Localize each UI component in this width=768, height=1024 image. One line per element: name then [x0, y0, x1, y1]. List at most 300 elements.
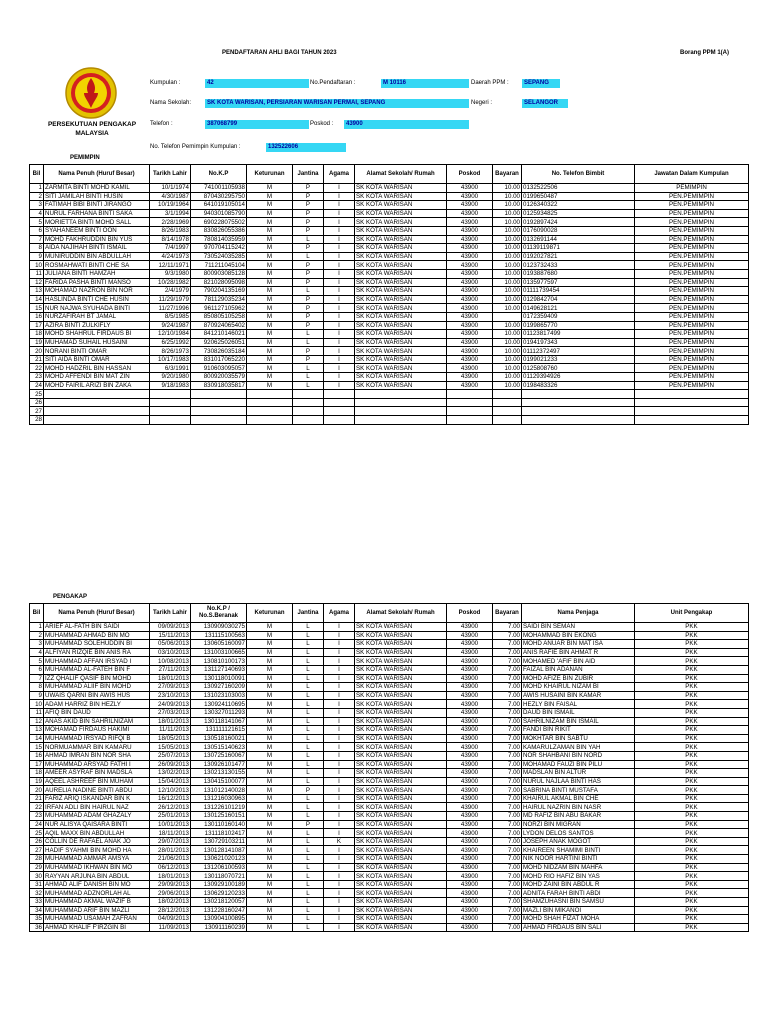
cell-nama[interactable]: AHMAD KHALIF F'IRZGIN BI — [44, 923, 150, 932]
cell-col12[interactable]: PKK — [635, 674, 749, 683]
cell-poskod[interactable]: 43900 — [447, 923, 493, 932]
cell-alamat[interactable]: SK KOTA WARISAN — [355, 287, 447, 296]
cell-nama[interactable]: MOHD AFFENDI BIN MAT ZIN — [44, 373, 150, 382]
cell-col11[interactable]: NORZI BIN MIGRAN — [522, 820, 635, 829]
cell-agama[interactable]: I — [324, 855, 355, 864]
cell-nokp[interactable]: 131226101219 — [191, 803, 247, 812]
telpemimpin-field[interactable]: 132522606 — [266, 143, 346, 152]
cell-nokp[interactable]: 821028095098 — [191, 278, 247, 287]
cell-jantina[interactable]: L — [293, 898, 324, 907]
cell-bil[interactable]: 27 — [30, 846, 44, 855]
cell-alamat[interactable]: SK KOTA WARISAN — [355, 769, 447, 778]
cell-tarikh-lahir[interactable]: 10/08/2013 — [150, 657, 191, 666]
cell-poskod[interactable] — [447, 416, 493, 425]
cell-tarikh-lahir[interactable]: 7/4/1997 — [150, 244, 191, 253]
cell-nokp[interactable]: 130924110695 — [191, 700, 247, 709]
cell-tarikh-lahir[interactable]: 6/3/1991 — [150, 364, 191, 373]
cell-poskod[interactable]: 43900 — [447, 209, 493, 218]
cell-keturunan[interactable]: M — [247, 244, 293, 253]
cell-col12[interactable] — [635, 398, 749, 407]
cell-jantina[interactable] — [293, 398, 324, 407]
cell-col12[interactable]: PKK — [635, 829, 749, 838]
cell-bil[interactable]: 28 — [30, 416, 44, 425]
cell-tarikh-lahir[interactable]: 18/01/2013 — [150, 872, 191, 881]
cell-poskod[interactable]: 43900 — [447, 631, 493, 640]
cell-col11[interactable] — [522, 390, 635, 399]
cell-agama[interactable]: I — [324, 192, 355, 201]
cell-poskod[interactable]: 43900 — [447, 794, 493, 803]
cell-jantina[interactable]: L — [293, 726, 324, 735]
cell-alamat[interactable] — [355, 390, 447, 399]
cell-bil[interactable]: 9 — [30, 252, 44, 261]
cell-bayaran[interactable]: 10.00 — [493, 338, 522, 347]
cell-agama[interactable]: I — [324, 880, 355, 889]
cell-nokp[interactable]: 730826035184 — [191, 347, 247, 356]
cell-keturunan[interactable]: M — [247, 269, 293, 278]
cell-col11[interactable]: 0198483326 — [522, 381, 635, 390]
cell-poskod[interactable]: 43900 — [447, 364, 493, 373]
cell-col11[interactable]: 0149628121 — [522, 304, 635, 313]
cell-nokp[interactable]: 131206100593 — [191, 863, 247, 872]
cell-bayaran[interactable]: 7.00 — [493, 674, 522, 683]
cell-nokp[interactable]: 130929100189 — [191, 880, 247, 889]
cell-col11[interactable]: ANIS RAFIE BIN AHMAT R — [522, 648, 635, 657]
cell-agama[interactable]: I — [324, 734, 355, 743]
cell-tarikh-lahir[interactable]: 8/26/1973 — [150, 347, 191, 356]
cell-bayaran[interactable]: 10.00 — [493, 304, 522, 313]
cell-alamat[interactable]: SK KOTA WARISAN — [355, 915, 447, 924]
cell-col11[interactable]: SHAMZUHASNI BIN SAMSU — [522, 898, 635, 907]
cell-bayaran[interactable]: 7.00 — [493, 820, 522, 829]
cell-nokp[interactable] — [191, 407, 247, 416]
cell-col12[interactable]: PEN.PEMIMPIN — [635, 226, 749, 235]
cell-col12[interactable]: PKK — [635, 855, 749, 864]
cell-nama[interactable]: COLLIN DE RAFAEL ANAK JO — [44, 837, 150, 846]
cell-col11[interactable]: MOHD ZAINI BIN ABDUL R — [522, 880, 635, 889]
cell-nokp[interactable]: 970704115242 — [191, 244, 247, 253]
cell-col11[interactable]: NIK NOOR HARTINI BINTI — [522, 855, 635, 864]
cell-col11[interactable]: MOHD ANUAR BIN MAT ISA — [522, 640, 635, 649]
cell-alamat[interactable]: SK KOTA WARISAN — [355, 691, 447, 700]
cell-jantina[interactable]: L — [293, 252, 324, 261]
cell-alamat[interactable]: SK KOTA WARISAN — [355, 683, 447, 692]
cell-bayaran[interactable]: 10.00 — [493, 244, 522, 253]
cell-bayaran[interactable]: 7.00 — [493, 623, 522, 632]
cell-keturunan[interactable]: M — [247, 226, 293, 235]
cell-tarikh-lahir[interactable]: 15/05/2013 — [150, 743, 191, 752]
cell-agama[interactable]: K — [324, 837, 355, 846]
cell-poskod[interactable]: 43900 — [447, 355, 493, 364]
cell-bil[interactable]: 10 — [30, 261, 44, 270]
cell-agama[interactable]: I — [324, 915, 355, 924]
cell-agama[interactable]: I — [324, 691, 355, 700]
cell-agama[interactable]: I — [324, 338, 355, 347]
cell-poskod[interactable]: 43900 — [447, 726, 493, 735]
poskod-field[interactable]: 43900 — [344, 120, 469, 129]
cell-col12[interactable] — [635, 390, 749, 399]
cell-col11[interactable]: NOR SHAHBANI BIN NORD — [522, 751, 635, 760]
cell-jantina[interactable]: P — [293, 201, 324, 210]
cell-keturunan[interactable] — [247, 390, 293, 399]
cell-alamat[interactable]: SK KOTA WARISAN — [355, 657, 447, 666]
cell-nama[interactable] — [44, 398, 150, 407]
cell-col11[interactable]: 01129394926 — [522, 373, 635, 382]
cell-col11[interactable]: 0199650487 — [522, 192, 635, 201]
cell-bil[interactable]: 20 — [30, 786, 44, 795]
cell-bil[interactable]: 2 — [30, 192, 44, 201]
cell-alamat[interactable]: SK KOTA WARISAN — [355, 192, 447, 201]
cell-nama[interactable]: MOHAMAD NAZRON BIN NOR — [44, 287, 150, 296]
cell-col11[interactable]: 0132691144 — [522, 235, 635, 244]
cell-keturunan[interactable]: M — [247, 373, 293, 382]
cell-alamat[interactable]: SK KOTA WARISAN — [355, 906, 447, 915]
cell-bil[interactable]: 4 — [30, 209, 44, 218]
cell-jantina[interactable]: L — [293, 338, 324, 347]
cell-nama[interactable]: ROSMAHWATI BINTI CHE SA — [44, 261, 150, 270]
cell-poskod[interactable]: 43900 — [447, 863, 493, 872]
cell-tarikh-lahir[interactable]: 11/29/1979 — [150, 295, 191, 304]
cell-alamat[interactable]: SK KOTA WARISAN — [355, 261, 447, 270]
cell-nama[interactable]: MUHAMMAD USAMAH ZAFRAN — [44, 915, 150, 924]
cell-jantina[interactable]: P — [293, 218, 324, 227]
cell-tarikh-lahir[interactable]: 11/27/1996 — [150, 304, 191, 313]
cell-nama[interactable]: MOHD SHAHRUL FIRDAUS BI — [44, 330, 150, 339]
cell-col12[interactable]: PKK — [635, 837, 749, 846]
cell-keturunan[interactable]: M — [247, 674, 293, 683]
cell-agama[interactable]: I — [324, 295, 355, 304]
cell-agama[interactable]: I — [324, 829, 355, 838]
cell-col12[interactable]: PEN.PEMIMPIN — [635, 338, 749, 347]
cell-col11[interactable]: 0172359409 — [522, 312, 635, 321]
cell-nama[interactable]: MUHAMMAD ARSYAD FATHI I — [44, 760, 150, 769]
cell-tarikh-lahir[interactable]: 26/12/2013 — [150, 803, 191, 812]
cell-agama[interactable]: I — [324, 803, 355, 812]
cell-bayaran[interactable]: 7.00 — [493, 640, 522, 649]
cell-bayaran[interactable]: 7.00 — [493, 880, 522, 889]
cell-col12[interactable]: PKK — [635, 777, 749, 786]
cell-jantina[interactable]: P — [293, 786, 324, 795]
cell-bil[interactable]: 6 — [30, 226, 44, 235]
cell-nokp[interactable]: 130128141087 — [191, 846, 247, 855]
cell-nama[interactable]: HASLINDA BINTI CHE HUSIN — [44, 295, 150, 304]
cell-agama[interactable]: I — [324, 623, 355, 632]
cell-bayaran[interactable]: 7.00 — [493, 751, 522, 760]
cell-keturunan[interactable]: M — [247, 330, 293, 339]
cell-col11[interactable]: NURUL NAJLAA BINTI HAS — [522, 777, 635, 786]
cell-nama[interactable]: NURUL FARHANA BINTI SAKA — [44, 209, 150, 218]
cell-col11[interactable]: SABRINA BINTI MUSTAFA — [522, 786, 635, 795]
sekolah-field[interactable]: SK KOTA WARISAN, PERSIARAN WARISAN PERMAI, SEPANG — [205, 99, 469, 108]
cell-poskod[interactable]: 43900 — [447, 201, 493, 210]
cell-col11[interactable]: KHAIRUL AKMAL BIN CHE — [522, 794, 635, 803]
cell-keturunan[interactable]: M — [247, 295, 293, 304]
cell-tarikh-lahir[interactable]: 8/14/1978 — [150, 235, 191, 244]
cell-nokp[interactable]: 870924065402 — [191, 321, 247, 330]
cell-agama[interactable]: I — [324, 244, 355, 253]
cell-nokp[interactable]: 130927160209 — [191, 683, 247, 692]
cell-alamat[interactable]: SK KOTA WARISAN — [355, 330, 447, 339]
cell-bil[interactable]: 15 — [30, 304, 44, 313]
cell-agama[interactable]: I — [324, 261, 355, 270]
cell-alamat[interactable]: SK KOTA WARISAN — [355, 373, 447, 382]
cell-col12[interactable]: PKK — [635, 794, 749, 803]
cell-tarikh-lahir[interactable]: 06/12/2013 — [150, 863, 191, 872]
cell-bayaran[interactable]: 7.00 — [493, 863, 522, 872]
cell-col11[interactable]: MD RAFIZ BIN ABU BAKAR — [522, 812, 635, 821]
cell-jantina[interactable]: P — [293, 278, 324, 287]
cell-agama[interactable]: I — [324, 226, 355, 235]
cell-col12[interactable]: PKK — [635, 751, 749, 760]
cell-tarikh-lahir[interactable]: 18/05/2013 — [150, 734, 191, 743]
cell-keturunan[interactable]: M — [247, 683, 293, 692]
cell-bil[interactable]: 18 — [30, 330, 44, 339]
cell-bayaran[interactable]: 10.00 — [493, 321, 522, 330]
cell-jantina[interactable]: L — [293, 855, 324, 864]
cell-alamat[interactable]: SK KOTA WARISAN — [355, 304, 447, 313]
cell-poskod[interactable]: 43900 — [447, 855, 493, 864]
cell-bil[interactable]: 30 — [30, 872, 44, 881]
cell-bayaran[interactable]: 7.00 — [493, 700, 522, 709]
cell-nokp[interactable]: 130621020123 — [191, 855, 247, 864]
cell-poskod[interactable]: 43900 — [447, 648, 493, 657]
cell-keturunan[interactable]: M — [247, 915, 293, 924]
cell-keturunan[interactable]: M — [247, 691, 293, 700]
cell-nokp[interactable]: 130911160239 — [191, 923, 247, 932]
cell-agama[interactable]: I — [324, 648, 355, 657]
cell-jantina[interactable]: P — [293, 244, 324, 253]
cell-agama[interactable]: I — [324, 751, 355, 760]
cell-nama[interactable]: AHMAD ALIF DANISH BIN MO — [44, 880, 150, 889]
cell-jantina[interactable]: L — [293, 837, 324, 846]
cell-nama[interactable]: HADIF SYAHMI BIN MOHD HA — [44, 846, 150, 855]
cell-alamat[interactable]: SK KOTA WARISAN — [355, 226, 447, 235]
cell-alamat[interactable]: SK KOTA WARISAN — [355, 889, 447, 898]
cell-col12[interactable]: PKK — [635, 889, 749, 898]
cell-nama[interactable]: MOHD FAKHRUDDIN BIN YUS — [44, 235, 150, 244]
cell-keturunan[interactable]: M — [247, 769, 293, 778]
cell-jantina[interactable] — [293, 407, 324, 416]
cell-jantina[interactable]: L — [293, 777, 324, 786]
cell-col12[interactable]: PEN.PEMIMPIN — [635, 278, 749, 287]
cell-col12[interactable]: PKK — [635, 683, 749, 692]
cell-col12[interactable]: PKK — [635, 760, 749, 769]
cell-alamat[interactable]: SK KOTA WARISAN — [355, 923, 447, 932]
cell-keturunan[interactable]: M — [247, 803, 293, 812]
cell-bayaran[interactable]: 10.00 — [493, 261, 522, 270]
cell-tarikh-lahir[interactable]: 24/09/2013 — [150, 700, 191, 709]
cell-jantina[interactable]: L — [293, 751, 324, 760]
cell-bil[interactable]: 11 — [30, 708, 44, 717]
cell-poskod[interactable]: 43900 — [447, 347, 493, 356]
cell-nama[interactable]: FARIZ ARIQ ISKANDAR BIN K — [44, 794, 150, 803]
cell-nokp[interactable]: 130327011293 — [191, 708, 247, 717]
cell-nama[interactable]: MUHAMMAD ADAM GHAZALY — [44, 812, 150, 821]
cell-col11[interactable]: HEZLY BIN FAISAL — [522, 700, 635, 709]
cell-keturunan[interactable]: M — [247, 261, 293, 270]
cell-agama[interactable]: I — [324, 304, 355, 313]
cell-nama[interactable]: MUHAMMAD AHMAD BIN MO — [44, 631, 150, 640]
cell-col12[interactable]: PKK — [635, 906, 749, 915]
cell-keturunan[interactable]: M — [247, 184, 293, 193]
cell-bayaran[interactable] — [493, 390, 522, 399]
cell-col12[interactable]: PKK — [635, 743, 749, 752]
cell-bil[interactable]: 31 — [30, 880, 44, 889]
cell-col11[interactable]: DAUD BIN ISMAIL — [522, 708, 635, 717]
cell-bayaran[interactable]: 7.00 — [493, 734, 522, 743]
cell-tarikh-lahir[interactable]: 29/07/2013 — [150, 837, 191, 846]
cell-alamat[interactable]: SK KOTA WARISAN — [355, 252, 447, 261]
cell-keturunan[interactable]: M — [247, 192, 293, 201]
cell-poskod[interactable] — [447, 398, 493, 407]
cell-poskod[interactable]: 43900 — [447, 218, 493, 227]
cell-bil[interactable]: 21 — [30, 794, 44, 803]
cell-bayaran[interactable]: 10.00 — [493, 287, 522, 296]
cell-agama[interactable]: I — [324, 278, 355, 287]
cell-poskod[interactable]: 43900 — [447, 880, 493, 889]
cell-bil[interactable]: 25 — [30, 829, 44, 838]
cell-col12[interactable]: PEN.PEMIMPIN — [635, 209, 749, 218]
cell-keturunan[interactable]: M — [247, 889, 293, 898]
cell-col12[interactable]: PKK — [635, 623, 749, 632]
cell-bayaran[interactable]: 7.00 — [493, 777, 522, 786]
cell-keturunan[interactable]: M — [247, 623, 293, 632]
cell-keturunan[interactable]: M — [247, 820, 293, 829]
cell-bayaran[interactable]: 10.00 — [493, 295, 522, 304]
cell-poskod[interactable]: 43900 — [447, 338, 493, 347]
cell-keturunan[interactable]: M — [247, 364, 293, 373]
cell-jantina[interactable]: L — [293, 769, 324, 778]
cell-agama[interactable]: I — [324, 923, 355, 932]
cell-bayaran[interactable]: 7.00 — [493, 923, 522, 932]
cell-col11[interactable]: 0132522506 — [522, 184, 635, 193]
cell-alamat[interactable]: SK KOTA WARISAN — [355, 665, 447, 674]
cell-alamat[interactable]: SK KOTA WARISAN — [355, 837, 447, 846]
cell-bayaran[interactable]: 10.00 — [493, 226, 522, 235]
cell-tarikh-lahir[interactable]: 9/3/1980 — [150, 269, 191, 278]
cell-tarikh-lahir[interactable]: 10/19/1964 — [150, 201, 191, 210]
cell-jantina[interactable] — [293, 390, 324, 399]
cell-jantina[interactable]: L — [293, 923, 324, 932]
cell-alamat[interactable]: SK KOTA WARISAN — [355, 820, 447, 829]
cell-tarikh-lahir[interactable]: 21/06/2013 — [150, 855, 191, 864]
cell-nama[interactable]: MOHAMAD FIRDAUS HAKIMI — [44, 726, 150, 735]
cell-bayaran[interactable]: 7.00 — [493, 691, 522, 700]
cell-bayaran[interactable]: 7.00 — [493, 872, 522, 881]
cell-tarikh-lahir[interactable]: 6/25/1992 — [150, 338, 191, 347]
cell-col11[interactable]: MOKHTAR BIN SABTU — [522, 734, 635, 743]
cell-nama[interactable]: ALFIYAN RIZQIE BIN ANIS RA — [44, 648, 150, 657]
cell-alamat[interactable]: SK KOTA WARISAN — [355, 278, 447, 287]
cell-poskod[interactable]: 43900 — [447, 321, 493, 330]
cell-col12[interactable]: PKK — [635, 846, 749, 855]
cell-agama[interactable]: I — [324, 760, 355, 769]
cell-poskod[interactable]: 43900 — [447, 192, 493, 201]
cell-col12[interactable]: PKK — [635, 880, 749, 889]
cell-bayaran[interactable]: 7.00 — [493, 717, 522, 726]
cell-bayaran[interactable]: 10.00 — [493, 364, 522, 373]
cell-jantina[interactable]: L — [293, 287, 324, 296]
cell-nama[interactable]: AMEER ASYRAF BIN MADSLA — [44, 769, 150, 778]
cell-tarikh-lahir[interactable]: 9/24/1987 — [150, 321, 191, 330]
cell-nokp[interactable]: 130605160097 — [191, 640, 247, 649]
cell-bayaran[interactable]: 7.00 — [493, 631, 522, 640]
cell-tarikh-lahir[interactable]: 9/18/1983 — [150, 381, 191, 390]
cell-keturunan[interactable]: M — [247, 880, 293, 889]
cell-col11[interactable]: 0125808760 — [522, 364, 635, 373]
cell-bil[interactable]: 5 — [30, 657, 44, 666]
cell-bil[interactable]: 24 — [30, 381, 44, 390]
cell-tarikh-lahir[interactable]: 18/01/2013 — [150, 674, 191, 683]
cell-col11[interactable]: MADSLAN BIN ALTUR — [522, 769, 635, 778]
cell-poskod[interactable]: 43900 — [447, 786, 493, 795]
cell-nokp[interactable]: 130415100077 — [191, 777, 247, 786]
cell-keturunan[interactable]: M — [247, 201, 293, 210]
cell-nokp[interactable]: 130729103211 — [191, 837, 247, 846]
cell-bil[interactable]: 12 — [30, 278, 44, 287]
cell-tarikh-lahir[interactable]: 27/09/2013 — [150, 683, 191, 692]
cell-nama[interactable]: MUHAMMAD AMMAR AMSYA — [44, 855, 150, 864]
cell-nama[interactable]: ZARMITA BINTI MOHD KAMIL — [44, 184, 150, 193]
cell-keturunan[interactable]: M — [247, 734, 293, 743]
cell-tarikh-lahir[interactable]: 10/17/1983 — [150, 355, 191, 364]
cell-alamat[interactable]: SK KOTA WARISAN — [355, 846, 447, 855]
cell-nokp[interactable]: 130118010091 — [191, 674, 247, 683]
cell-bil[interactable]: 9 — [30, 691, 44, 700]
cell-jantina[interactable]: P — [293, 304, 324, 313]
cell-poskod[interactable]: 43900 — [447, 304, 493, 313]
cell-keturunan[interactable]: M — [247, 218, 293, 227]
cell-col11[interactable]: 01112372497 — [522, 347, 635, 356]
cell-keturunan[interactable]: M — [247, 717, 293, 726]
cell-keturunan[interactable]: M — [247, 640, 293, 649]
cell-nama[interactable]: MUHAMMAD IKHWAN BIN MO — [44, 863, 150, 872]
cell-nama[interactable]: UWAIS QARNI BIN AWIS HUS — [44, 691, 150, 700]
cell-nokp[interactable]: 961127105962 — [191, 304, 247, 313]
cell-nokp[interactable]: 130518160021 — [191, 734, 247, 743]
cell-alamat[interactable]: SK KOTA WARISAN — [355, 347, 447, 356]
cell-bayaran[interactable]: 10.00 — [493, 201, 522, 210]
cell-poskod[interactable]: 43900 — [447, 312, 493, 321]
cell-poskod[interactable]: 43900 — [447, 751, 493, 760]
cell-col12[interactable]: PKK — [635, 726, 749, 735]
cell-jantina[interactable]: L — [293, 373, 324, 382]
daerah-field[interactable]: SEPANG — [522, 79, 560, 88]
cell-keturunan[interactable]: M — [247, 812, 293, 821]
cell-poskod[interactable]: 43900 — [447, 683, 493, 692]
cell-col12[interactable]: PKK — [635, 786, 749, 795]
cell-bil[interactable]: 17 — [30, 321, 44, 330]
cell-tarikh-lahir[interactable] — [150, 407, 191, 416]
cell-alamat[interactable]: SK KOTA WARISAN — [355, 338, 447, 347]
cell-bayaran[interactable]: 10.00 — [493, 355, 522, 364]
cell-nama[interactable]: MUHAMMAD ALIIF BIN MOHD — [44, 683, 150, 692]
cell-poskod[interactable]: 43900 — [447, 244, 493, 253]
cell-poskod[interactable]: 43900 — [447, 226, 493, 235]
cell-col12[interactable]: PKK — [635, 657, 749, 666]
cell-bayaran[interactable]: 7.00 — [493, 657, 522, 666]
cell-keturunan[interactable]: M — [247, 338, 293, 347]
cell-nokp[interactable]: 130125160151 — [191, 812, 247, 821]
cell-keturunan[interactable]: M — [247, 209, 293, 218]
cell-tarikh-lahir[interactable]: 18/11/2013 — [150, 829, 191, 838]
cell-alamat[interactable]: SK KOTA WARISAN — [355, 674, 447, 683]
cell-keturunan[interactable]: M — [247, 726, 293, 735]
cell-col12[interactable]: PKK — [635, 717, 749, 726]
cell-bayaran[interactable]: 10.00 — [493, 278, 522, 287]
cell-agama[interactable]: I — [324, 708, 355, 717]
cell-bil[interactable]: 8 — [30, 244, 44, 253]
cell-bayaran[interactable]: 10.00 — [493, 269, 522, 278]
